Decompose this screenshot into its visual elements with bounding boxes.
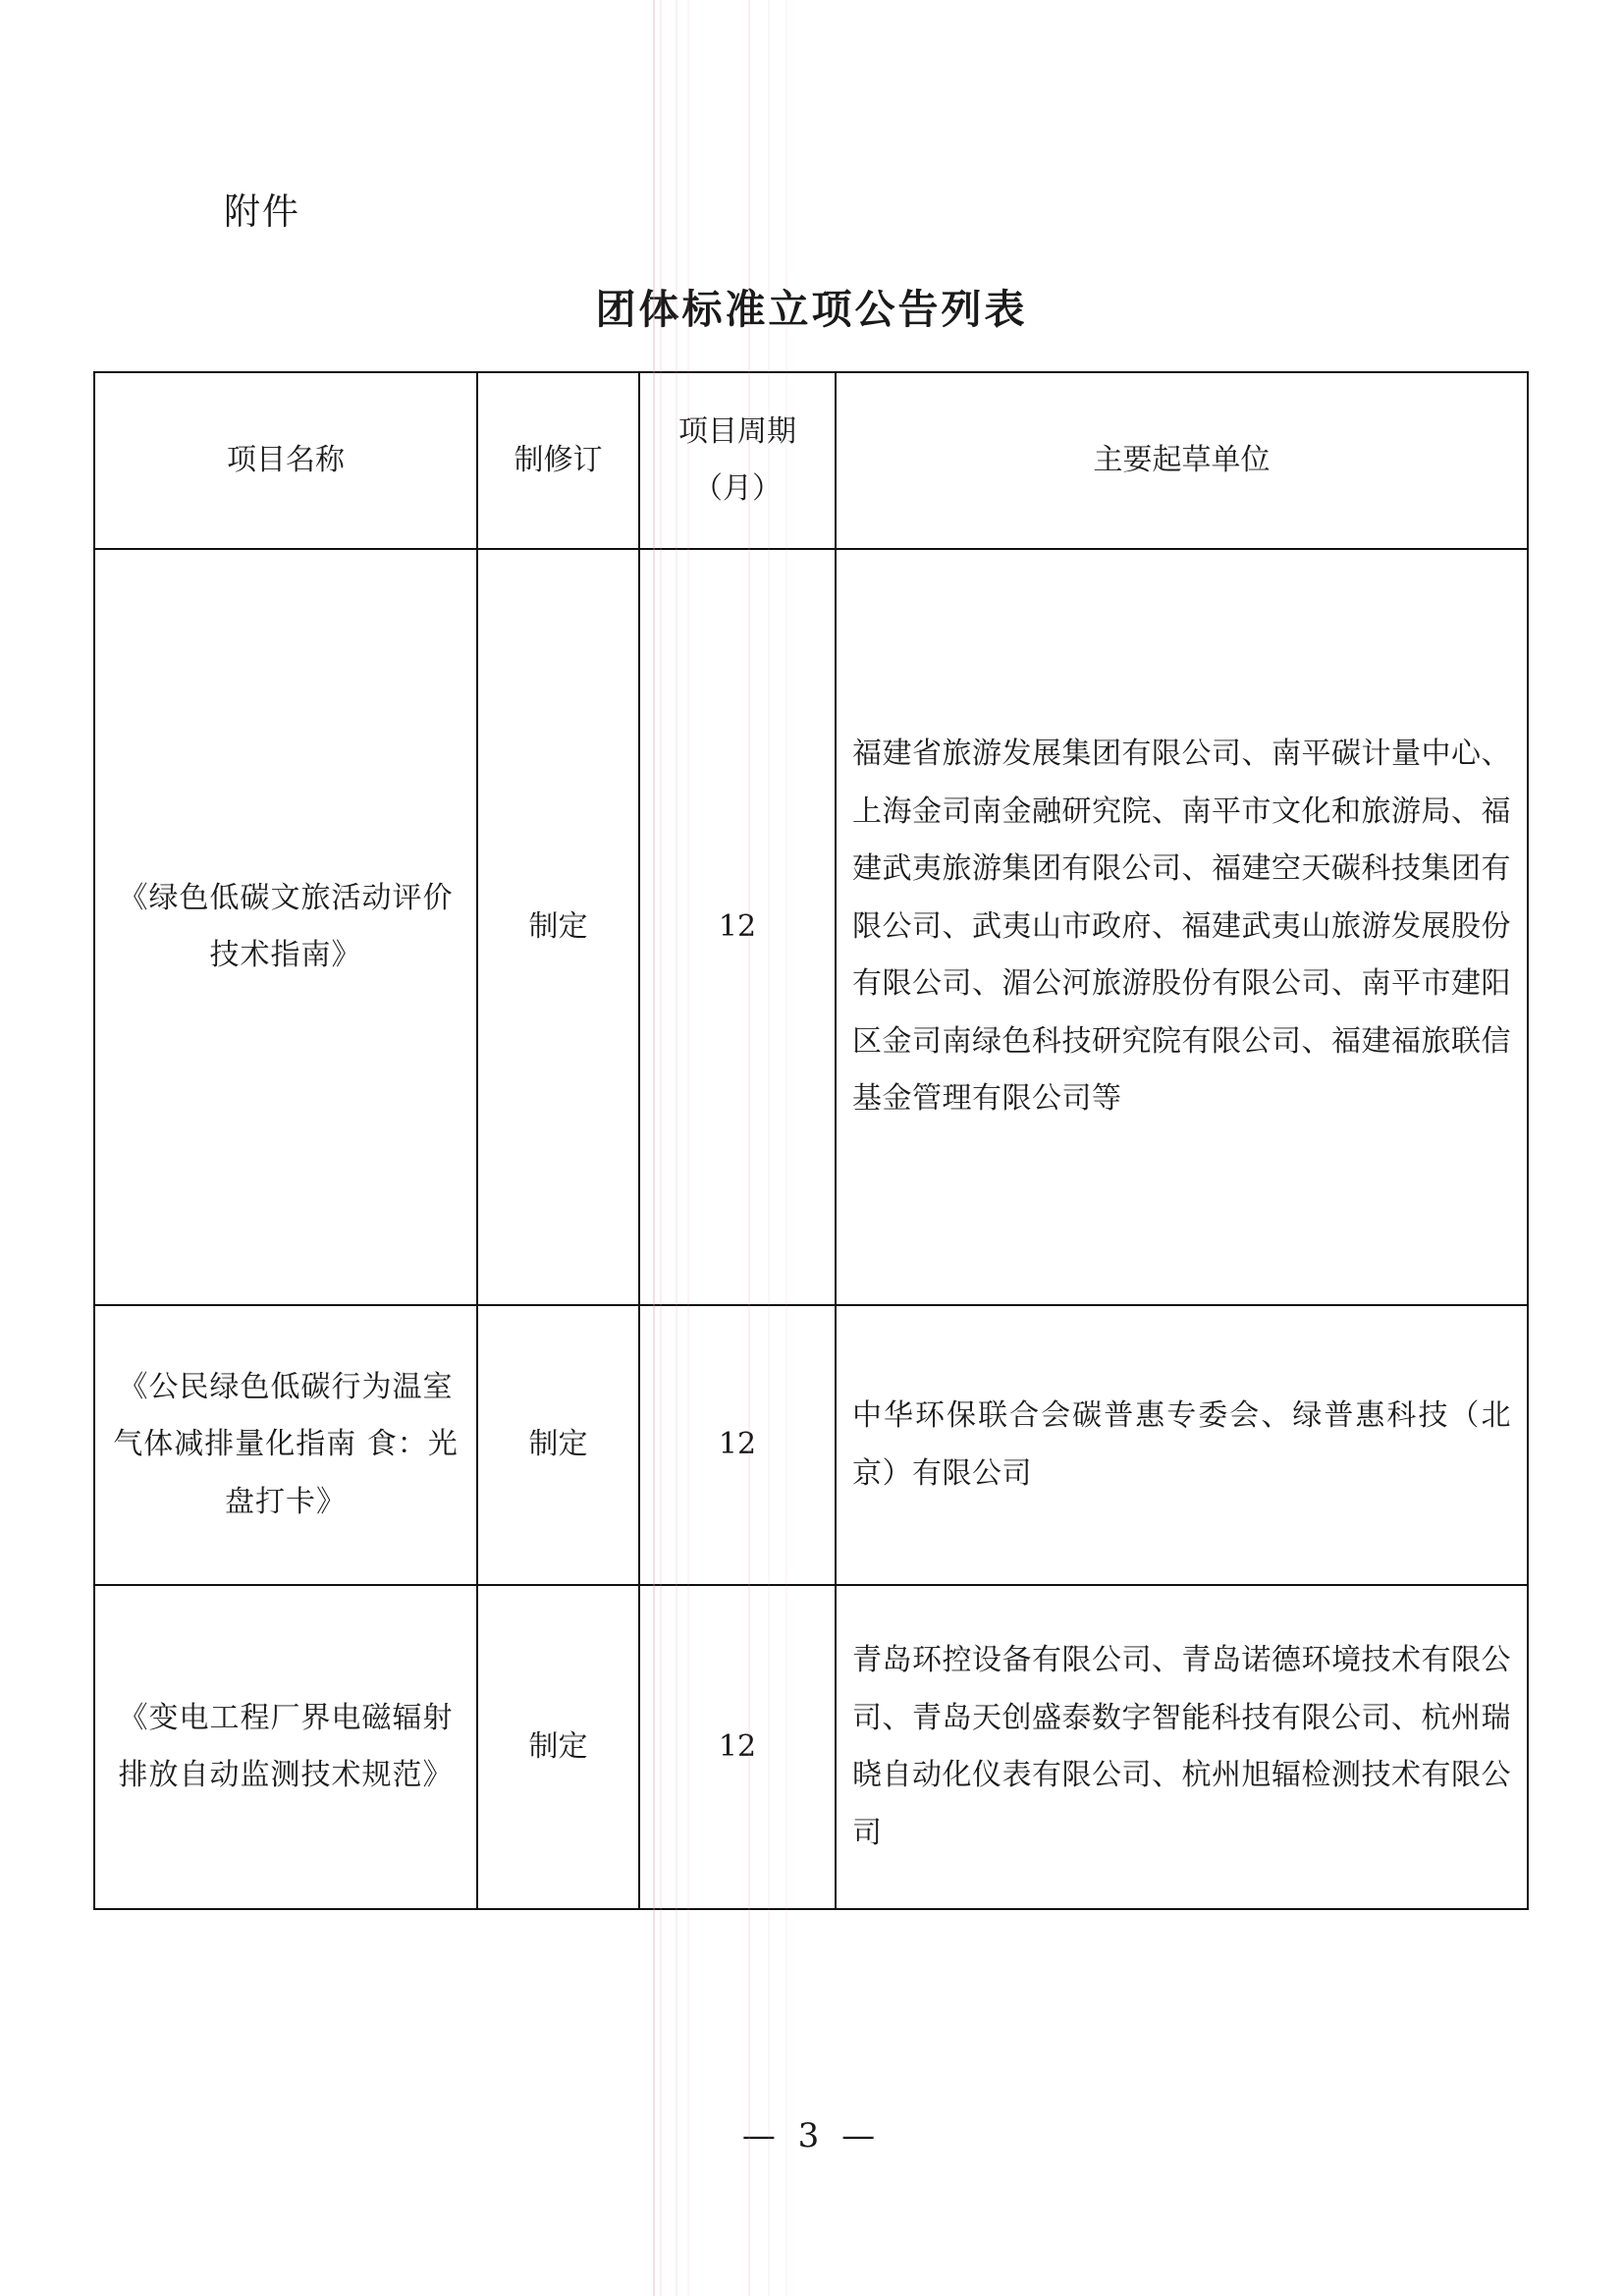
column-header-revision-type: 制修订 [477, 372, 639, 549]
table-row [94, 1305, 1528, 1585]
cell-project-cycle: 12 [639, 549, 836, 1305]
cell-revision-type: 制定 [477, 1305, 639, 1585]
standards-table [93, 371, 1529, 1910]
page-title: 团体标准立项公告列表 [595, 286, 1028, 333]
cell-project-cycle: 12 [639, 1585, 836, 1909]
table-header-row [94, 372, 1528, 549]
cell-drafting-units: 青岛环控设备有限公司、青岛诺德环境技术有限公司、青岛天创盛泰数字智能科技有限公司、杭州瑞晓自动化仪表有限公司、杭州旭辐检测技术有限公司 [836, 1585, 1528, 1909]
cell-project-name: 《绿色低碳文旅活动评价技术指南》 [94, 549, 477, 1305]
cell-revision-type: 制定 [477, 549, 639, 1305]
column-header-project-cycle [639, 372, 836, 549]
cell-drafting-units: 福建省旅游发展集团有限公司、南平碳计量中心、上海金司南金融研究院、南平市文化和旅游局、福建武夷旅游集团有限公司、福建空天碳科技集团有限公司、武夷山市政府、福建武夷山旅游发展股份有限公司、湄公河旅游股份有限公司、南平市建阳区金司南绿色科技研究院有限公司、福建福旅联信基金管理有限公司等 [836, 549, 1528, 1305]
table-row [94, 1585, 1528, 1909]
page-number: — 3 — [741, 2116, 882, 2156]
table-row [94, 549, 1528, 1305]
cell-drafting-units: 中华环保联合会碳普惠专委会、绿普惠科技（北京）有限公司 [836, 1305, 1528, 1585]
cell-project-name: 《变电工程厂界电磁辐射排放自动监测技术规范》 [94, 1585, 477, 1909]
cell-project-cycle: 12 [639, 1305, 836, 1585]
column-header-drafting-units: 主要起草单位 [836, 372, 1528, 549]
column-header-project-name: 项目名称 [94, 372, 477, 549]
cell-revision-type: 制定 [477, 1585, 639, 1909]
column-header-project-cycle-line2: （月） [693, 471, 782, 506]
cell-project-name: 《公民绿色低碳行为温室气体减排量化指南 食：光盘打卡》 [94, 1305, 477, 1585]
column-header-project-cycle-line1: 项目周期 [678, 413, 796, 449]
attachment-label: 附件 [224, 191, 300, 233]
